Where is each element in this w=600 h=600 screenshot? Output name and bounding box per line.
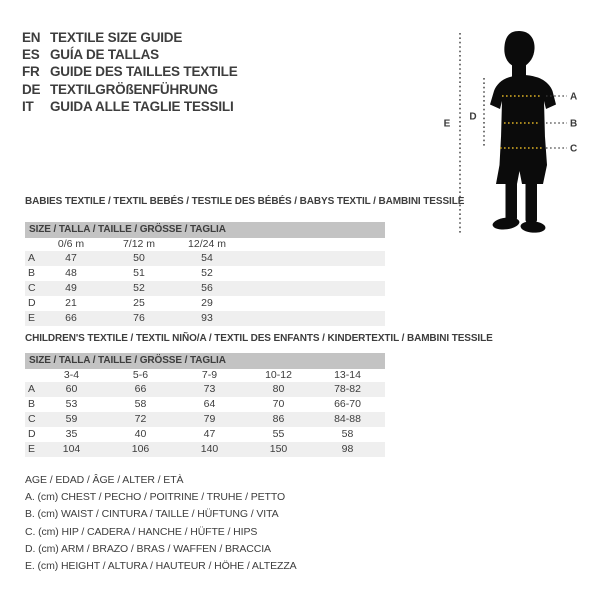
row-label-spacer xyxy=(25,369,37,382)
table-cell: 40 xyxy=(134,428,147,440)
language-row xyxy=(22,46,238,63)
table-cell: 49 xyxy=(65,282,77,294)
table-cell: 104 xyxy=(62,443,81,455)
row-label: B xyxy=(28,267,36,279)
row-label: E xyxy=(28,312,36,324)
table-cell: 60 xyxy=(65,383,78,395)
table-row xyxy=(25,412,385,427)
table-cell: 25 xyxy=(133,297,145,309)
table-cell: 70 xyxy=(272,398,285,410)
table-cell: 76 xyxy=(133,312,145,324)
table-row xyxy=(25,296,385,311)
table-cell: 59 xyxy=(65,413,78,425)
language-code: DE xyxy=(22,81,41,97)
marker-c-label: C xyxy=(570,143,578,155)
language-row xyxy=(22,81,238,98)
table-cell: 58 xyxy=(341,428,354,440)
table-cell: 47 xyxy=(65,252,77,264)
table-cell: 53 xyxy=(65,398,78,410)
language-label: TEXTILGRÖßENFÜHRUNG xyxy=(50,81,218,97)
language-label: TEXTILE SIZE GUIDE xyxy=(50,30,183,45)
table-cell: 73 xyxy=(203,383,216,395)
table-cell: 79 xyxy=(203,413,216,425)
babies-section-title: BABIES TEXTILE / TEXTIL BEBÉS / TESTILE DES BÉBÉS / BABYS TEXTIL / BAMBINI TESSILE xyxy=(25,196,465,207)
language-code: FR xyxy=(22,64,40,80)
table-cell: 50 xyxy=(133,252,145,264)
legend-line: AGE / EDAD / ÂGE / ALTER / ETÀ xyxy=(25,474,184,486)
table-cell: 93 xyxy=(201,312,213,324)
row-label: D xyxy=(28,297,36,309)
table-cell: 86 xyxy=(272,413,285,425)
language-label: GUIDA ALLE TAGLIE TESSILI xyxy=(50,98,234,114)
babies-size-table xyxy=(25,222,385,326)
language-label: GUIDE DES TAILLES TEXTILE xyxy=(50,64,238,80)
children-section-title: CHILDREN'S TEXTILE / TEXTIL NIÑO/A / TEXTIL DES ENFANTS / KINDERTEXTIL / BAMBINI TESSILE xyxy=(25,333,493,344)
table-row xyxy=(25,281,385,296)
marker-a-label: A xyxy=(570,91,578,103)
language-label: GUÍA DE TALLAS xyxy=(50,47,159,63)
table-row xyxy=(25,382,385,397)
table-row xyxy=(25,397,385,412)
column-header-row xyxy=(25,238,385,251)
table-cell: 52 xyxy=(133,282,145,294)
marker-b-label: B xyxy=(570,118,578,130)
table-row xyxy=(25,442,385,457)
table-cell: 56 xyxy=(201,282,213,294)
table-cell: 66 xyxy=(134,383,147,395)
table-cell: 72 xyxy=(134,413,147,425)
table-cell: 98 xyxy=(341,443,354,455)
table-cell: 150 xyxy=(269,443,288,455)
row-label: C xyxy=(28,413,36,425)
child-silhouette xyxy=(490,31,556,233)
legend-line: B. (cm) WAIST / CINTURA / TAILLE / HÜFTUNG / VITA xyxy=(25,508,279,521)
table-cell: 54 xyxy=(201,252,213,264)
language-row xyxy=(22,29,238,46)
column-header: 7/12 m xyxy=(122,238,156,250)
column-header: 13-14 xyxy=(334,369,361,381)
row-label-spacer xyxy=(25,238,37,251)
table-cell: 58 xyxy=(134,398,147,410)
column-header: 12/24 m xyxy=(188,238,226,250)
column-header: 0/6 m xyxy=(57,238,85,250)
marker-e-label: E xyxy=(443,118,451,130)
column-header: 3-4 xyxy=(63,369,80,381)
measurement-legend xyxy=(25,472,297,575)
table-cell: 84-88 xyxy=(334,413,361,425)
table-row xyxy=(25,266,385,281)
language-code: IT xyxy=(22,98,34,114)
table-row xyxy=(25,427,385,442)
size-header-bar: SIZE / TALLA / TAILLE / GRÖSSE / TAGLIA xyxy=(25,222,385,238)
legend-line: E. (cm) HEIGHT / ALTURA / HAUTEUR / HÖHE / ALTEZZA xyxy=(25,560,297,573)
language-list xyxy=(22,29,238,115)
column-header: 10-12 xyxy=(265,369,292,381)
table-cell: 64 xyxy=(203,398,216,410)
table-cell: 78-82 xyxy=(334,383,361,395)
legend-line: C. (cm) HIP / CADERA / HANCHE / HÜFTE / HIPS xyxy=(25,525,258,538)
table-cell: 35 xyxy=(65,428,78,440)
table-cell: 66-70 xyxy=(334,398,361,410)
row-label: C xyxy=(28,282,36,294)
table-cell: 29 xyxy=(201,297,213,309)
row-label: B xyxy=(28,398,36,410)
row-label: E xyxy=(28,443,36,455)
table-cell: 80 xyxy=(272,383,285,395)
legend-line: D. (cm) ARM / BRAZO / BRAS / WAFFEN / BRACCIA xyxy=(25,542,271,555)
table-cell: 140 xyxy=(200,443,219,455)
size-header-bar: SIZE / TALLA / TAILLE / GRÖSSE / TAGLIA xyxy=(25,353,385,369)
child-silhouette-diagram xyxy=(440,25,595,240)
column-header: 5-6 xyxy=(132,369,149,381)
table-cell: 106 xyxy=(131,443,150,455)
table-cell: 55 xyxy=(272,428,285,440)
table-cell: 21 xyxy=(65,297,77,309)
children-size-table xyxy=(25,353,385,457)
language-code: ES xyxy=(22,47,40,63)
column-header-row xyxy=(25,369,385,382)
table-cell: 48 xyxy=(65,267,77,279)
table-cell: 52 xyxy=(201,267,213,279)
row-label: A xyxy=(28,252,36,264)
column-header: 7-9 xyxy=(201,369,218,381)
language-code: EN xyxy=(22,30,41,45)
row-label: D xyxy=(28,428,36,440)
table-cell: 66 xyxy=(65,312,77,324)
table-row xyxy=(25,311,385,326)
marker-d-label: D xyxy=(469,111,477,123)
language-row xyxy=(22,98,238,115)
table-cell: 47 xyxy=(203,428,216,440)
legend-line: A. (cm) CHEST / PECHO / POITRINE / TRUHE / PETTO xyxy=(25,491,286,504)
language-row xyxy=(22,63,238,80)
row-label: A xyxy=(28,383,36,395)
table-row xyxy=(25,251,385,266)
table-cell: 51 xyxy=(133,267,145,279)
